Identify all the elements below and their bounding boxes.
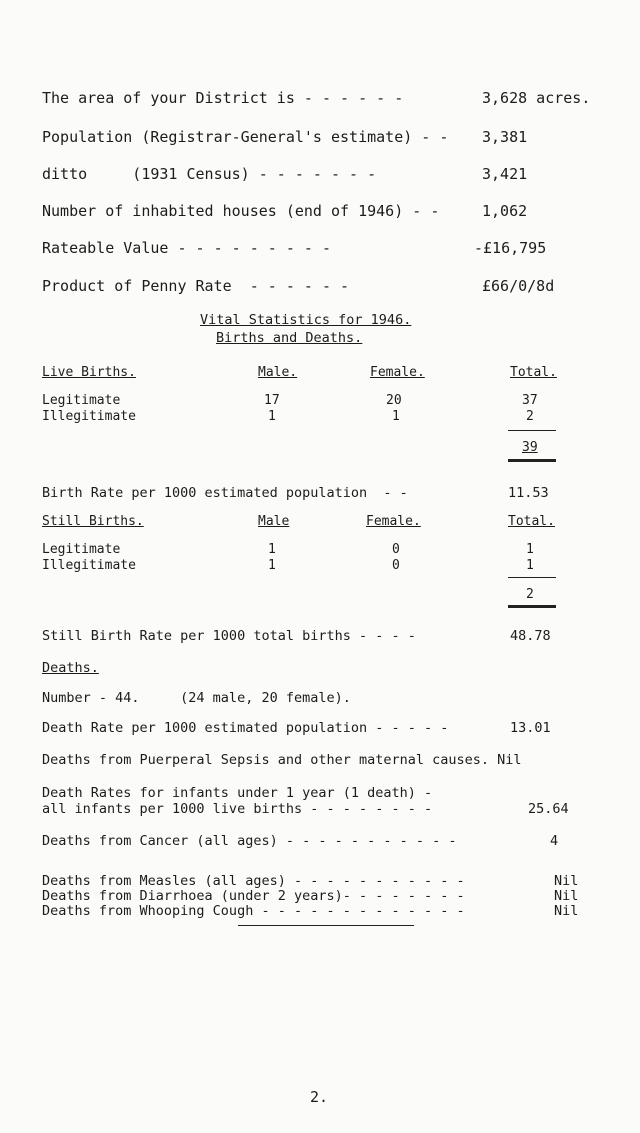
live-births-heading: Live Births. [42,365,136,380]
row-label: Illegitimate [42,409,136,424]
col-female: Female. [370,365,425,380]
cell-female: 0 [392,558,400,573]
row-label: Legitimate [42,393,121,408]
cell-male: 17 [264,393,280,408]
summary-label: Rateable Value - - - - - - - - - [42,239,331,257]
summary-value: 3,628 acres. [482,89,591,107]
row-label: Illegitimate [42,558,136,573]
cell-total: 2 [526,409,534,424]
deaths-other-value: Nil [554,873,579,889]
cell-male: 1 [268,542,276,557]
grand-total: 2 [526,587,534,602]
deaths-heading: Deaths. [42,660,99,676]
deaths-cancer-value: 4 [550,833,559,849]
summary-label: Product of Penny Rate - - - - - - [42,277,350,295]
birth-rate-label: Birth Rate per 1000 estimated population - - [42,485,408,501]
cell-male: 1 [268,409,276,424]
cell-total: 1 [526,558,534,573]
deaths-other-label: Deaths from Measles (all ages) - - - - - - - - - - - [42,873,465,889]
deaths-number: Number - 44. (24 male, 20 female). [42,690,351,706]
cell-total: 1 [526,542,534,557]
sum-rule [508,577,556,578]
summary-value: -£16,795 [474,239,547,257]
deaths-other-label: Deaths from Diarrhoea (under 2 years)- - - - - - - - [42,888,465,904]
page-number: 2. [310,1088,329,1106]
col-female: Female. [366,514,421,529]
cell-male: 1 [268,558,276,573]
still-birth-rate-label: Still Birth Rate per 1000 total births - - - - [42,628,416,644]
death-rate-label: Death Rate per 1000 estimated population - - - - - [42,720,449,736]
summary-value: £66/0/8d [482,277,555,295]
summary-label: The area of your District is - - - - - - [42,89,404,107]
still-births-heading: Still Births. [42,514,144,529]
infant-rate-value: 25.64 [528,801,569,817]
col-male: Male. [258,365,298,380]
cell-female: 1 [392,409,400,424]
col-male: Male [258,514,290,529]
deaths-puerperal: Deaths from Puerperal Sepsis and other maternal causes. Nil [42,752,522,768]
sum-rule [508,430,556,431]
cell-female: 0 [392,542,400,557]
row-label: Legitimate [42,542,121,557]
col-total: Total. [510,365,557,380]
death-rate-value: 13.01 [510,720,551,736]
summary-value: 1,062 [482,202,528,220]
section-title: Vital Statistics for 1946. [200,312,412,328]
infant-rate-line2: all infants per 1000 live births - - - - - - - - [42,801,433,817]
summary-label: Population (Registrar-General's estimate) - - [42,128,449,146]
col-total: Total. [508,514,555,529]
infant-rate-line1: Death Rates for infants under 1 year (1 death) - [42,785,433,801]
double-rule [508,459,556,462]
summary-label: Number of inhabited houses (end of 1946) - - [42,202,440,220]
cell-female: 20 [386,393,402,408]
summary-value: 3,421 [482,165,528,183]
summary-value: 3,381 [482,128,528,146]
deaths-other-value: Nil [554,903,579,919]
summary-label: ditto (1931 Census) - - - - - - - [42,165,377,183]
deaths-other-value: Nil [554,888,579,904]
double-rule [508,605,556,608]
deaths-cancer-label: Deaths from Cancer (all ages) - - - - - - - - - - - [42,833,457,849]
end-rule [238,925,414,926]
cell-total: 37 [522,393,538,408]
grand-total: 39 [522,440,538,455]
section-subtitle: Births and Deaths. [216,330,363,346]
birth-rate-value: 11.53 [508,485,549,501]
still-birth-rate-value: 48.78 [510,628,551,644]
deaths-other-label: Deaths from Whooping Cough - - - - - - - - - - - - - [42,903,465,919]
